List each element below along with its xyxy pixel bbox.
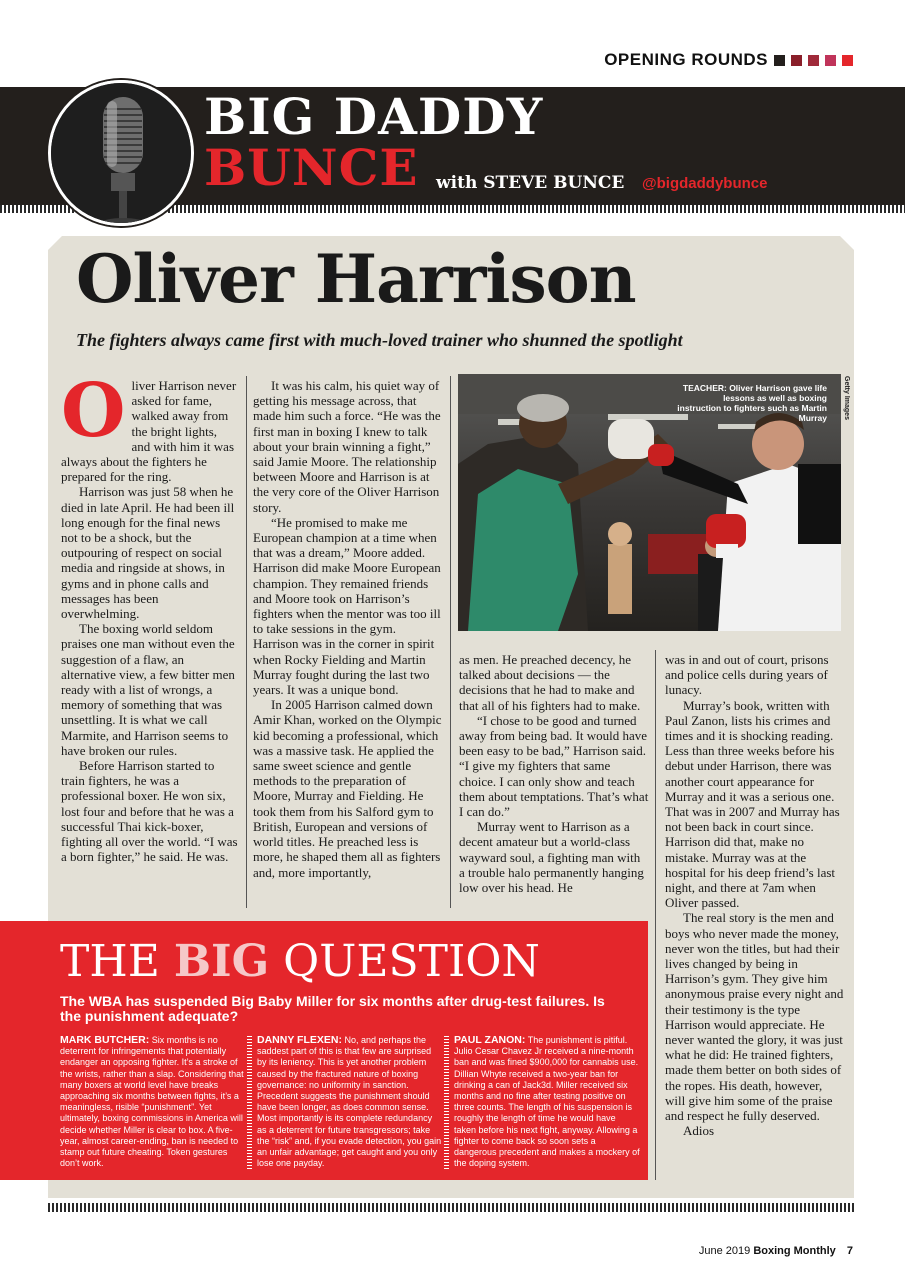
photo-caption: TEACHER: Oliver Harrison gave life lessons as well as boxing instruction to fighters such as Martin Murray xyxy=(677,383,827,423)
article-column-2 xyxy=(253,378,443,880)
twitter-handle: @bigdaddybunce xyxy=(642,175,768,192)
page-footer xyxy=(699,1245,853,1257)
answer-paul-zanon xyxy=(454,1035,640,1169)
column-rule xyxy=(450,376,451,908)
paragraph: It was his calm, his quiet way of getting his message across, that made him such a force. “He was the first man in boxing I knew to talk about your brain winning a fight,” said Jamie Moore. The relationship between Moore and Harrison is at the very core of the Oliver Harrison story. xyxy=(253,378,441,515)
column-title-line2: BUNCE xyxy=(204,138,419,197)
answer-divider xyxy=(247,1036,252,1169)
page-number: 7 xyxy=(846,1245,853,1257)
title-part: QUESTION xyxy=(269,936,540,987)
big-question-text: The WBA has suspended Big Baby Miller for six months after drug-test failures. Is the punishment adequate? xyxy=(60,993,605,1024)
paragraph: Murray went to Harrison as a decent amateur but a world-class wayward soul, a fighting man with a trouble halo permanently hanging low over his head. He xyxy=(459,819,644,896)
section-square-5 xyxy=(842,55,853,66)
paragraph: Harrison was just 58 when he died in late April. He had been ill long enough for the final news not to be a shock, but the outpouring of respect on social media and ringside at shows, in gyms and in phone calls and messages has been overwhelming. xyxy=(61,484,235,622)
paragraph: In 2005 Harrison calmed down Amir Khan, worked on the Olympic kid becoming a professional, which was a massive task. He applied the same sweet science and gentle methods to the preparation of Moore, Murray and Fielding. He took them from his Salford gym to British, European and versions of world titles. He preached less is more, he shaped them all as fighters and, more importantly, xyxy=(253,697,442,880)
article-standfirst: The fighters always came first with much-loved trainer who shunned the spotlight xyxy=(76,330,683,350)
article-column-1 xyxy=(61,368,239,865)
section-label xyxy=(604,50,853,70)
paragraph-text: liver Harrison never asked for fame, walked away from the bright lights, and with him it was always about the fighters he prepared for the ring. xyxy=(61,378,237,485)
answer-divider xyxy=(444,1036,449,1169)
column-rule xyxy=(246,376,247,908)
answer-text: The punishment is pitiful. Julio Cesar Chavez Jr received a nine-month ban and was fined $900,000 for cannabis use. Dillian Whyte received a two-year ban for drinking a can of Jack3d. Miller received six months and no fine after testing positive on three counts. The length of his suspension is roughly the length of time he would have taken before his next fight, anyway. Allowing a fighter to come back so soon sets a dangerous precedent and makes a mockery of the doping system. xyxy=(454,1035,640,1169)
article-photo xyxy=(458,374,841,631)
section-label-text: OPENING ROUNDS xyxy=(604,50,768,69)
paragraph: was in and out of court, prisons and police cells during years of lunacy. xyxy=(665,652,829,698)
answer-danny-flexen xyxy=(257,1035,443,1169)
answer-name: MARK BUTCHER: xyxy=(60,1034,150,1046)
photo-credit: Getty Images xyxy=(843,376,850,420)
paragraph: “He promised to make me European champion at a time when that was a dream,” Moore added. Harrison did make Moore European champion. They remained friends and Moore took on Harrison’s fighters when the mentor was too ill to take sessions in the gym. Harrison was in the corner in spirit when Rocky Fielding and Martin Murray fought during the last two years. It was a unique bond. xyxy=(253,514,441,698)
paragraph: as men. He preached decency, he talked about decisions — the decisions that he had to make and that all of his fighters had to make. xyxy=(459,652,641,713)
answer-text: No, and perhaps the saddest part of this is that few are surprised by its leniency. This is yet another problem caused by the fractured nature of boxing governance: no uniformity in sanction. Precedent suggests the punishment should have been longer, as does common sense. Most importantly is its complete redundancy as a deterrent for future transgressors; take the “risk” and, if you evade detection, you gain an unfair advantage; get caught and you only lose one payday. xyxy=(257,1035,442,1169)
title-part-big: BIG xyxy=(173,936,270,987)
byline: with STEVE BUNCE xyxy=(436,173,625,193)
footer-magazine: Boxing Monthly xyxy=(753,1245,836,1257)
section-square-2 xyxy=(791,55,802,66)
paragraph: Murray’s book, written with Paul Zanon, lists his crimes and times and it is shocking reading. Less than three weeks before his debut under Harrison, there was another court appearance for Murray and it was a serious one. That was in 2007 and Murray has not been back in court since. Harrison did that, make no mistake. Murray was at the hospital for his deep friend’s last night, and there at 7am when Oliver passed. xyxy=(665,697,840,911)
footer-issue: June 2019 xyxy=(698,1245,751,1257)
article-column-4 xyxy=(665,652,845,1139)
article-column-3 xyxy=(459,652,649,895)
paragraph: “I chose to be good and turned away from being bad. It would have been easy to be bad,” Harrison said. “I give my fighters that same choice. I can only show and teach them about temptations. That’s what I can do.” xyxy=(459,712,649,820)
answer-text: Six months is no deterrent for infringements that potentially endanger an opposing fighter. It’s a stroke of the wrists, rather than a slap. Considering that many boxers at world level have breaks approaching six months between fights, it’s a meaningless, risible “punishment”. Yet ultimately, boxing commissions in America will decide whether Miller is clear to box. A five-year, almost career-ending, ban is needed to stamp out future cheating. Token gestures don’t work. xyxy=(60,1035,244,1169)
column-title-line1: BIG DADDY xyxy=(204,87,544,146)
paragraph: The real story is the men and boys who never made the money, never won the titles, but had their lives changed by being in Harrison’s gym. They give him anonymous praise every night and their testimony is the type Harrison would appreciate. He never wanted the glory, it was just what he did: He trained fighters, made them better on both sides of the ropes. His death, however, will give him some of the praise and respect he fully deserved. xyxy=(665,910,844,1124)
title-part: THE xyxy=(60,936,174,987)
answer-name: PAUL ZANON: xyxy=(454,1034,526,1046)
section-square-1 xyxy=(774,55,785,66)
big-question-title xyxy=(60,936,540,987)
dropcap: O xyxy=(61,368,126,454)
paragraph: The boxing world seldom praises one man without even the suggestion of a flaw, an alternative view, a few bitter men ready with a list of wrongs, a memory of something that was unsettling. It is what we call Marmite, and Harrison seems to have broken our rules. xyxy=(61,621,235,758)
answer-name: DANNY FLEXEN: xyxy=(257,1034,342,1046)
paragraph: Adios xyxy=(683,1123,715,1139)
answer-mark-butcher xyxy=(60,1035,246,1169)
section-square-3 xyxy=(808,55,819,66)
article-headline: Oliver Harrison xyxy=(76,240,636,318)
footer-tick-rule xyxy=(48,1203,856,1212)
section-square-4 xyxy=(825,55,836,66)
microphone-icon xyxy=(48,80,194,226)
paragraph: Before Harrison started to train fighters, he was a professional boxer. He won six, lost four and before that he was a successful Thai kick-boxer, fighting all over the world. “I was a born fighter,” he said. He was. xyxy=(61,758,238,865)
paragraph xyxy=(61,368,239,485)
column-rule xyxy=(655,650,656,1180)
